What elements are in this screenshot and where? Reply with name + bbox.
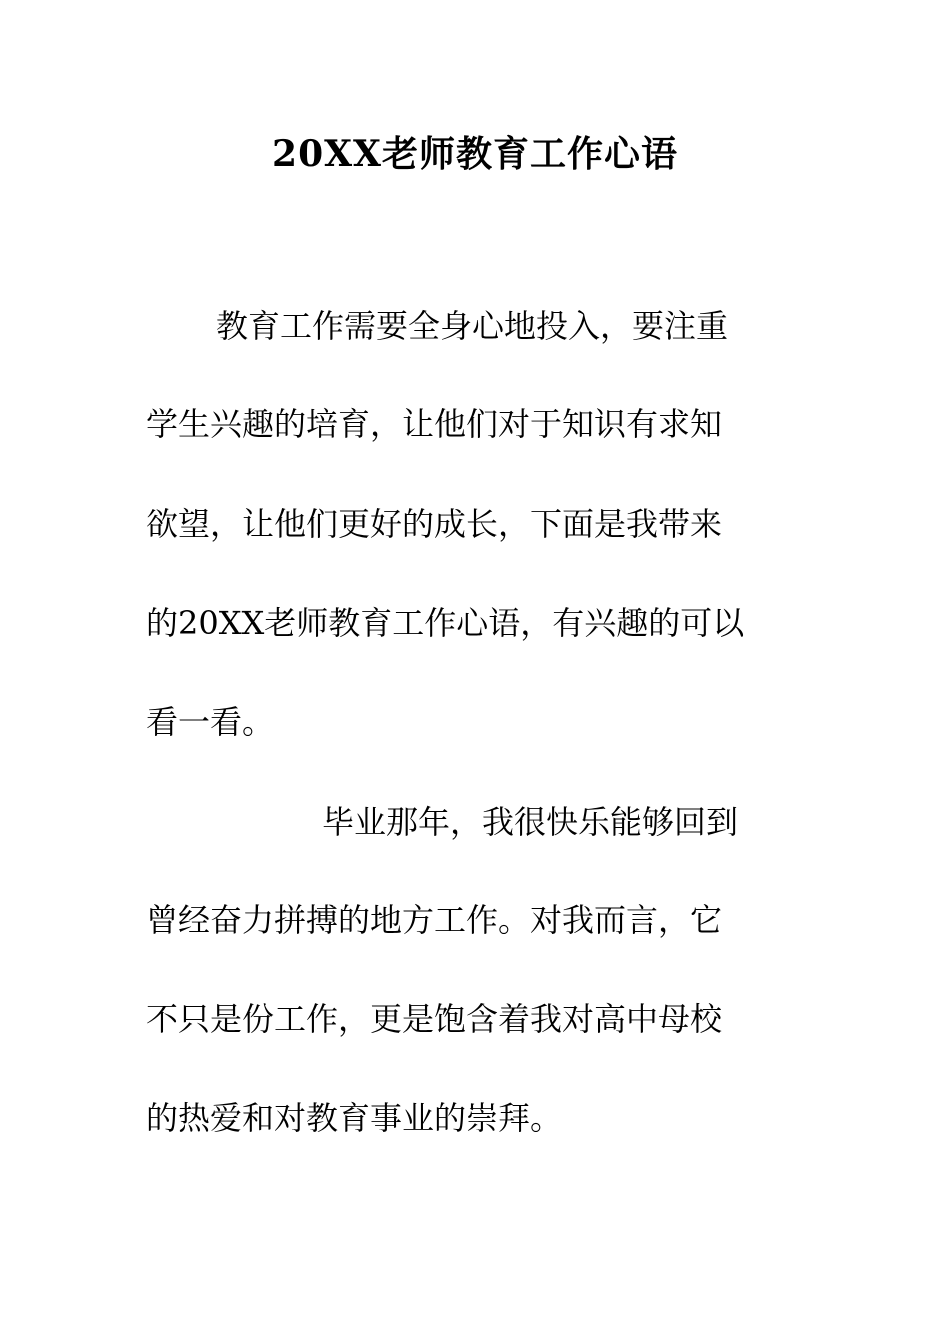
document-title: 20XX老师教育工作心语 bbox=[272, 133, 678, 175]
paragraph-line: 曾经奋力拼搏的地方工作。对我而言，它 bbox=[146, 901, 723, 939]
paragraph-line: 欲望，让他们更好的成长，下面是我带来 bbox=[146, 505, 723, 543]
paragraph-line: 教育工作需要全身心地投入，要注重 bbox=[216, 307, 729, 345]
paragraph-line: 毕业那年，我很快乐能够回到 bbox=[322, 803, 739, 841]
paragraph-line: 不只是份工作，更是饱含着我对高中母校 bbox=[146, 1000, 723, 1038]
paragraph-line: 学生兴趣的培育，让他们对于知识有求知 bbox=[146, 405, 723, 443]
paragraph-line: 的热爱和对教育事业的崇拜。 bbox=[146, 1099, 563, 1137]
paragraph-line: 看一看。 bbox=[146, 703, 275, 741]
paragraph-line: 的20XX老师教育工作心语，有兴趣的可以 bbox=[146, 604, 745, 642]
